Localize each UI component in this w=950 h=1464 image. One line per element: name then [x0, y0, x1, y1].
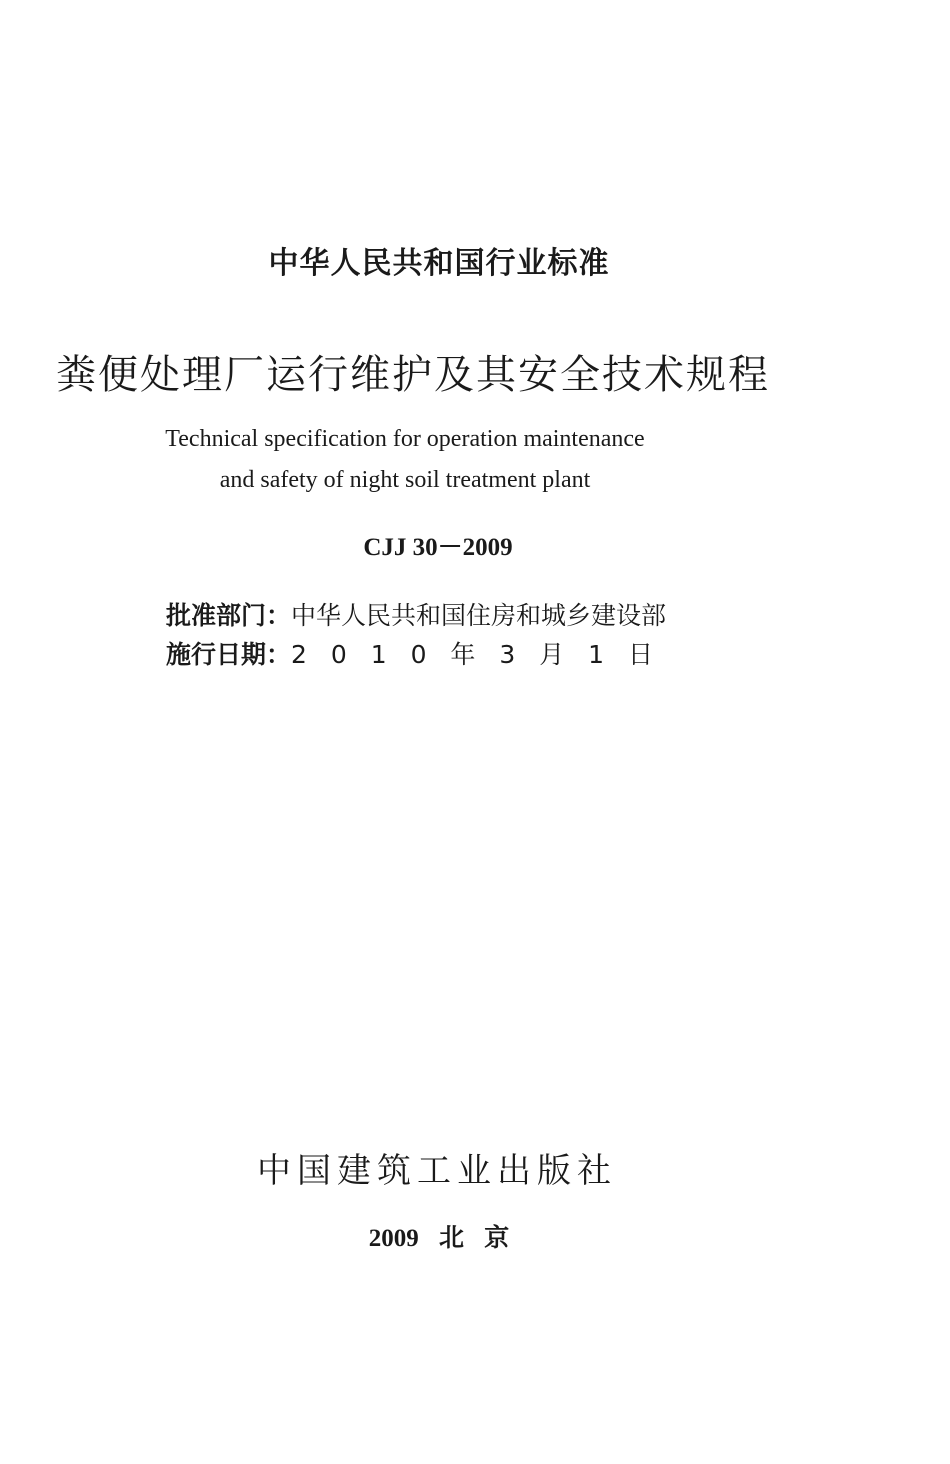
effective-value: 2 0 1 0 年 3 月 1 日	[291, 640, 654, 669]
standard-code: CJJ 30－2009	[363, 534, 513, 561]
standard-series: 中华人民共和国行业标准	[268, 246, 610, 281]
approval-label: 批准部门：	[166, 601, 292, 630]
effective-label: 施行日期：	[166, 640, 292, 669]
title-english-line-1: Technical specification for operation maintenance	[165, 426, 645, 452]
publication-year-place: 2009 北 京	[368, 1225, 510, 1252]
approval-department	[166, 596, 666, 632]
publisher: 中国建筑工业出版社	[257, 1151, 617, 1191]
title-english-line-2: and safety of night soil treatment plant	[219, 467, 591, 493]
title-chinese: 粪便处理厂运行维护及其安全技术规程	[56, 352, 770, 398]
approval-value: 中华人民共和国住房和城乡建设部	[291, 601, 667, 630]
effective-date	[166, 635, 653, 671]
